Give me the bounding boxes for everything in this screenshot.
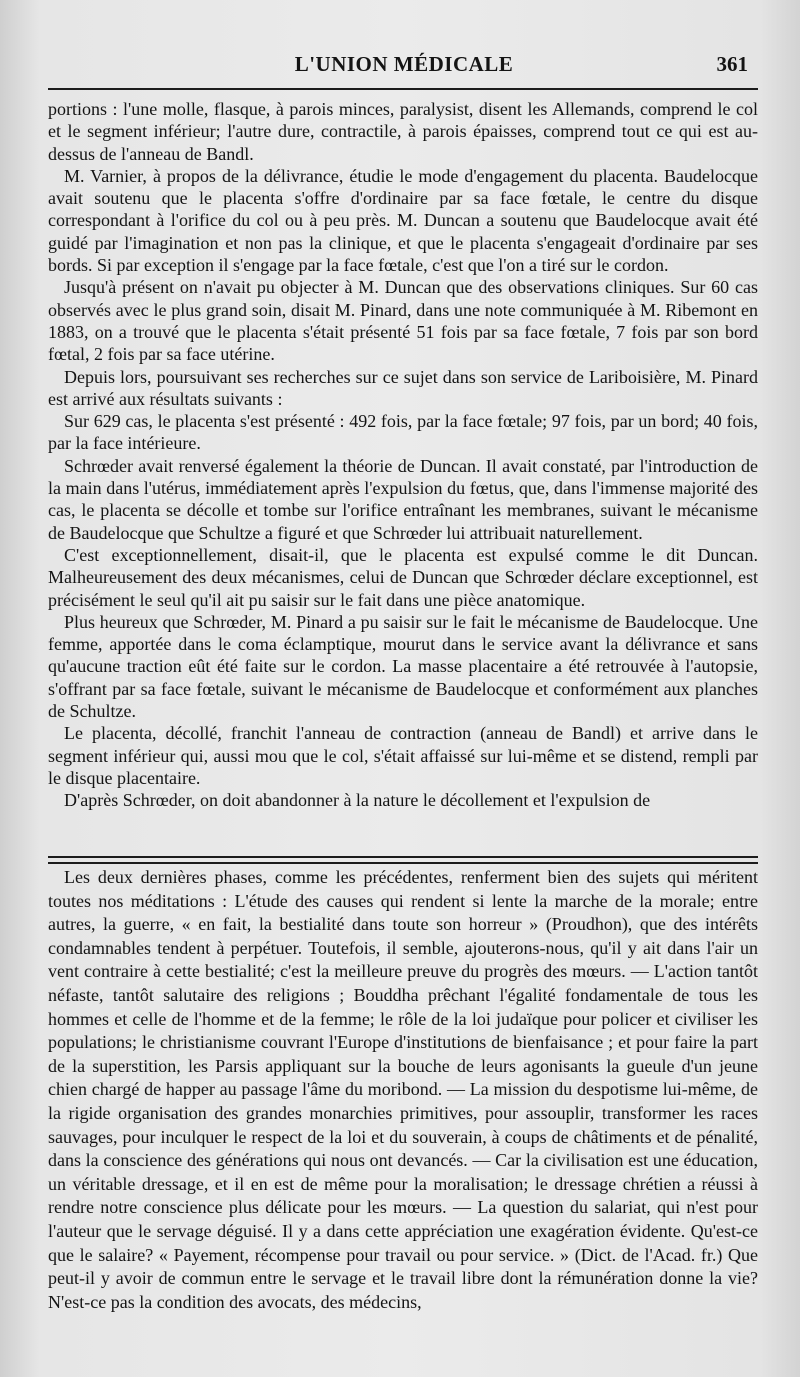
paragraph: portions : l'une molle, flasque, à parois minces, paralysist, disent les Allemands, comprend le col et le segment inférieur; l'autre dure, contractile, à parois épaisses, comprend tout ce qui est au-dessus de l'anneau de Bandl. xyxy=(48,99,758,164)
paragraph: D'après Schrœder, on doit abandonner à la nature le décollement et l'expulsion de xyxy=(64,790,651,811)
paragraph: Schrœder avait renversé également la théorie de Duncan. Il avait constaté, par l'introduction de la main dans l'utérus, immédiatement après l'expulsion du fœtus, que, dans l'immense majorité des cas, le placenta se décolle et tombe sur l'orifice entraînant les membranes, suivant le mécanisme de Baudelocque que Schultze a figuré et que Schrœder lui attribuait naturellement. xyxy=(48,455,758,543)
feuilleton-separator xyxy=(48,856,758,864)
feuilleton-body xyxy=(48,866,758,1314)
paragraph: Sur 629 cas, le placenta s'est présenté : 492 fois, par la face fœtale; 97 fois, par un bord; 40 fois, par la face intérieure. xyxy=(48,411,758,454)
paragraph: Jusqu'à présent on n'avait pu objecter à M. Duncan que des observations cliniques. Sur 60 cas observés avec le plus grand soin, disait M. Pinard, dans une note communiquée à M. Ribemont en 1883, on a trouvé que le placenta s'était présenté 51 fois par sa face fœtale, 7 fois par son bord fœtal, 2 fois par sa face utérine. xyxy=(48,277,758,365)
paragraph: Plus heureux que Schrœder, M. Pinard a pu saisir sur le fait le mécanisme de Baudelocque. Une femme, apportée dans le coma éclamptique, mourut dans le service avant la délivrance et sans qu'aucune traction eût été faite sur le cordon. La masse placentaire a été retrouvée à l'autopsie, s'offrant par sa face fœtale, suivant le mécanisme de Baudelocque et conformément aux planches de Schultze. xyxy=(48,611,758,722)
page-number: 361 xyxy=(716,52,748,76)
paragraph: C'est exceptionnellement, disait-il, que le placenta est expulsé comme le dit Duncan. Malheureusement des deux mécanismes, celui de Duncan que Schrœder déclare exceptionnel, est précisément le seul qu'il ait pu saisir sur le fait dans une pièce anatomique. xyxy=(48,544,758,610)
running-head xyxy=(48,52,760,84)
header-rule xyxy=(48,88,758,90)
paragraph: Depuis lors, poursuivant ses recherches sur ce sujet dans son service de Lariboisière, M. Pinard est arrivé aux résultats suivants : xyxy=(48,366,758,409)
journal-title: L'UNION MÉDICALE xyxy=(294,52,514,76)
paragraph: M. Varnier, à propos de la délivrance, étudie le mode d'engagement du placenta. Baudelocque avait soutenu que le placenta s'offre d'ordinaire par sa face fœtale, le centre du disque correspondant à l'orifice du col ou à peu près. M. Duncan a soutenu que Baudelocque avait été guidé par l'imagination et non pas la clinique, et que le placenta s'engageait d'ordinaire par ses bords. Si par exception il s'engage par la face fœtale, c'est que l'on a tiré sur le cordon. xyxy=(48,165,758,276)
paragraph: Les deux dernières phases, comme les précédentes, renferment bien des sujets qui méritent toutes nos méditations : L'étude des causes qui rendent si lente la marche de la morale; entre autres, la guerre, « en fait, la bestialité dans toute son horreur » (Proudhon), que des intérêts condamnables tendent à perpétuer. Toutefois, il semble, ajouterons-nous, qu'il y ait dans l'air un vent contraire à cette bestialité; c'est la meilleure preuve du progrès des mœurs. — L'action tantôt néfaste, tantôt salutaire des religions ; Bouddha prêchant l'égalité fondamentale de tous les hommes et celle de l'homme et de la femme; le rôle de la loi judaïque pour policer et civiliser les populations; le christianisme couvrant l'Europe d'institutions de bienfaisance ; et pour faire la part de la superstition, les Parsis appliquant sur la bouche de leurs agonisants la gueule d'un jeune chien chargé de happer au passage l'âme du moribond. — La mission du despotisme lui-même, de la rigide organisation des grandes monarchies primitives, pour assouplir, transformer les races sauvages, pour inculquer le respect de la loi et du souverain, à coups de châtiments et de pénalité, dans la conscience des générations qui nous ont devancés. — Car la civilisation est une éducation, un véritable dressage, et il en est de même pour la moralisation; le dressage chrétien a réussi à rendre notre conscience plus délicate pour les mœurs. — La question du salariat, qui n'est pour l'auteur que le servage déguisé. Il y a dans cette appréciation une exagération évidente. Qu'est-ce que le salaire? « Payement, récompense pour travail ou pour service. » (Dict. de l'Acad. fr.) Que peut-il y avoir de commun entre le servage et le travail libre dont la rémunération donne la vie? N'est-ce pas la condition des avocats, des médecins, xyxy=(48,867,758,1312)
article-body xyxy=(48,98,758,812)
paragraph: Le placenta, décollé, franchit l'anneau de contraction (anneau de Bandl) et arrive dans le segment inférieur qui, aussi mou que le col, s'était affaissé sur lui-même et se distend, rempli par le disque placentaire. xyxy=(48,723,758,788)
